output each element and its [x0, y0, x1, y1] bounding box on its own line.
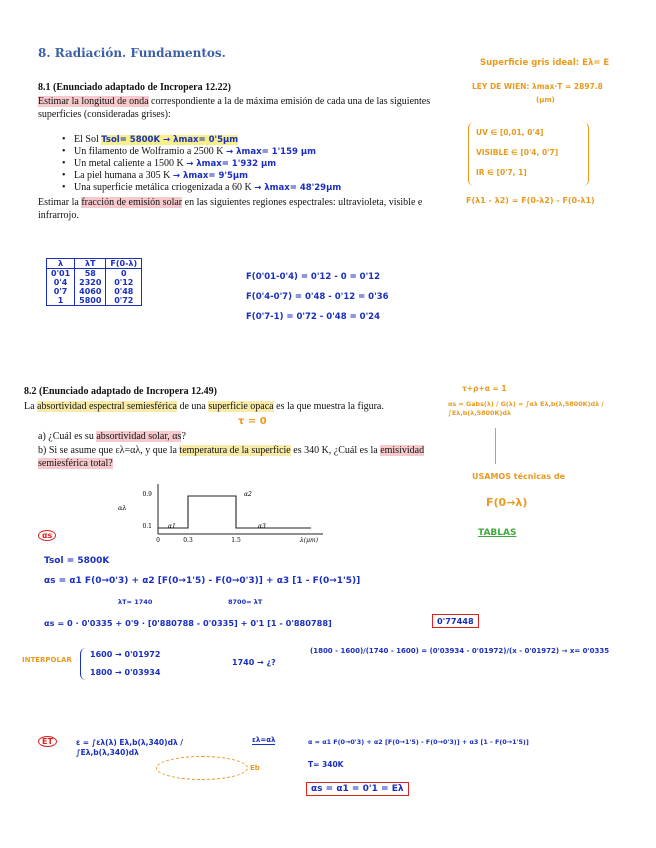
question-a: a) ¿Cuál es su absortividad solar, αs? [38, 431, 186, 442]
label-part-a: αs [38, 530, 56, 541]
note-wien-unit: (μm) [536, 96, 555, 104]
interpolate-label: INTERPOLAR [22, 656, 72, 664]
calc-uv: F(0'01-0'4) = 0'12 - 0 = 0'12 [246, 272, 381, 282]
problem-8-1-header: 8.1 (Enunciado adaptado de Incropera 12.22) [38, 82, 231, 93]
note-wien: LEY DE WIEN: λmax·T = 2897.8 [472, 82, 603, 91]
highlight-fraction: fracción de emisión solar [81, 197, 183, 208]
t-sol: Tsol = 5800K [44, 556, 110, 566]
calc-ir: F(0'7-1) = 0'72 - 0'48 = 0'24 [246, 312, 381, 322]
list-item: • Una superficie metálica criogenizada a 60 K → λmax= 48'29μm [60, 182, 341, 194]
handwritten-note: Tsol= 5800K → λmax= 0'5μm [101, 135, 239, 145]
x-label: λ(μm) [300, 537, 319, 544]
interp-2: 1800 → 0'03934 [90, 668, 161, 677]
problem-8-1-intro [38, 95, 450, 121]
handwritten-note: → λmax= 1'932 μm [186, 159, 277, 169]
xtick-03: 0.3 [183, 537, 193, 544]
arrow-down [495, 428, 496, 464]
label-alpha3: α3 [258, 523, 266, 530]
absorptivity-chart [118, 478, 338, 544]
handwritten-note: → λmax= 1'159 μm [226, 147, 316, 157]
result-final: αs = α1 = 0'1 = Eλ [306, 782, 409, 796]
page-title: 8. Radiación. Fundamentos. [38, 46, 226, 60]
dashed-circle [156, 756, 248, 780]
label-alpha1: α1 [168, 523, 176, 530]
xtick-15: 1.5 [231, 537, 241, 544]
lt-1: λT= 1740 [118, 598, 153, 606]
problem-8-2-statement: La absortividad espectral semiesférica de una superficie opaca es la que muestra la figura. [24, 401, 384, 412]
intro-text: correspondiente a la de máxima emisión de cada una de las siguientes superficies (consideradas grises): [38, 96, 431, 120]
ytick-01: 0.1 [142, 523, 152, 530]
interp-brace [80, 648, 89, 680]
note-alpha-s: αs = Gabs(λ) / G(λ) = ∫αλ Eλ,b(λ,5800K)dλ / ∫Eλ,b(λ,5800K)dλ [448, 400, 604, 417]
alpha-s-formula: αs = α1 F(0→0'3) + α2 [F(0→1'5) - F(0→0'3)] + α3 [1 - F(0→1'5)] [44, 576, 361, 586]
note-gray-surface: Superficie gris ideal: Eλ= E [480, 58, 610, 68]
range-uv: UV ∈ [0,01, 0'4] [476, 128, 544, 137]
alpha-s-values: αs = 0 · 0'0335 + 0'9 · [0'880788 - 0'0335] + 0'1 [1 - 0'880788] [44, 618, 332, 628]
surface-list [60, 134, 341, 194]
list-item: • Un metal caliente a 1500 K → λmax= 1'932 μm [60, 158, 341, 170]
list-item: • La piel humana a 305 K → λmax= 9'5μm [60, 170, 341, 182]
problem-8-2-header: 8.2 (Enunciado adaptado de Incropera 12.49) [24, 386, 217, 397]
emissivity-formula: ε = ∫ελ(λ) Eλ,b(λ,340)dλ / ∫Eλ,b(λ,340)dλ [76, 738, 184, 757]
interp-1: 1600 → 0'01972 [90, 650, 161, 659]
xtick-0: 0 [156, 537, 160, 544]
y-label: αλ [118, 504, 127, 512]
note-tau: τ = 0 [238, 416, 267, 427]
range-ir: IR ∈ [0'7, 1] [476, 168, 527, 177]
handwritten-note: → λmax= 9'5μm [172, 171, 249, 181]
alpha-formula-2: α = α1 F(0→0'3) + α2 [F(0→1'5) - F(0→0'3)] + α3 [1 - F(0→1'5)] [308, 738, 529, 746]
calc-visible: F(0'4-0'7) = 0'48 - 0'12 = 0'36 [246, 292, 389, 302]
range-visible: VISIBLE ∈ [0'4, 0'7] [476, 148, 559, 157]
fraction-table: λ λT F(0-λ) 0'01 58 0 0'4 2320 0'12 0'7 4060 0'48 1 5800 0'72 [46, 258, 142, 306]
interp-3: 1740 → ¿? [232, 658, 276, 667]
note-usamos: USAMOS técnicas de [472, 472, 566, 481]
handwritten-note: → λmax= 48'29μm [254, 183, 342, 193]
problem-8-1-task: Estimar la fracción de emisión solar en las siguientes regiones espectrales: ultravioleta, visible e infrarrojo. [38, 197, 423, 221]
interp-equation: (1800 - 1600)/(1740 - 1600) = (0'03934 - 0'01972)/(x - 0'01972) → x= 0'0335 [310, 647, 610, 655]
list-item: • El Sol Tsol= 5800K → λmax= 0'5μm [60, 134, 341, 146]
label-alpha2: α2 [244, 491, 252, 498]
note-tablas: TABLAS [478, 528, 517, 538]
result-alpha-s: 0'77448 [432, 614, 479, 628]
list-item: • Un filamento de Wolframio a 2500 K → λmax= 1'159 μm [60, 146, 341, 158]
ytick-09: 0.9 [142, 491, 152, 498]
question-b: b) Si se asume que ελ=αλ, y que la temperatura de la superficie es 340 K, ¿Cuál es la emisividad semiesférica total? [38, 445, 425, 469]
eb-label: Eb [250, 764, 260, 772]
lt-2: 8700= λT [228, 598, 263, 606]
brace-right [580, 122, 589, 186]
arrow-equal-label: ελ=αλ [252, 736, 276, 744]
note-f: F(0→λ) [486, 496, 528, 509]
note-fraction-formula: F(λ1 - λ2) = F(0-λ2) - F(0-λ1) [466, 196, 595, 205]
t-340: T= 340K [308, 760, 344, 769]
highlight-wavelength: Estimar la longitud de onda [38, 96, 149, 107]
absorptivity-series [158, 496, 311, 528]
note-balance: τ+ρ+α = 1 [462, 384, 507, 393]
label-part-b: ET [38, 736, 57, 747]
